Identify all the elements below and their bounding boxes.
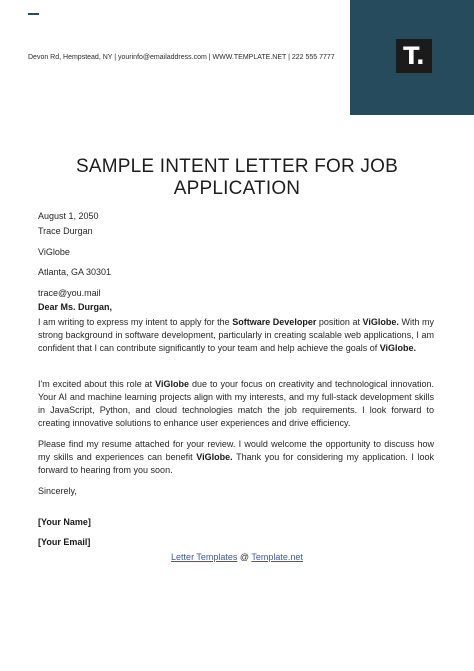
document-title: SAMPLE INTENT LETTER FOR JOB APPLICATION <box>76 156 398 199</box>
paragraph-closing: Please find my resume attached for your review. I would welcome the opportunity to discuss how my skills and experiences can benefit ViGlobe. Thank you for considering my application. I look forward to hearing from you soon. <box>38 439 434 475</box>
paragraph-intro: I am writing to express my intent to apply for the Software Developer position at ViGlobe. With my strong background in software development, particularly in creating scalable web applications, I am confident that I can contribute significantly to your team and help achieve the goals of ViGlobe. <box>38 317 435 353</box>
header-accent-bar <box>28 13 39 15</box>
signature-email: [Your Email] <box>38 537 91 547</box>
template-net-link[interactable]: Template.net <box>251 552 303 562</box>
signature-name: [Your Name] <box>38 517 91 527</box>
recipient-email: trace@you.mail <box>38 288 101 298</box>
contact-line: Devon Rd, Hempstead, NY | yourinfo@emailaddress.com | WWW.TEMPLATE.NET | 222 555 7777 <box>28 54 335 61</box>
footer-separator: @ <box>237 552 252 562</box>
closing-word: Sincerely, <box>38 486 77 496</box>
recipient-name: Trace Durgan <box>38 226 93 236</box>
footer-links <box>0 552 474 562</box>
template-logo-icon: T. <box>396 39 432 73</box>
letter-templates-link[interactable]: Letter Templates <box>171 552 238 562</box>
salutation: Dear Ms. Durgan, <box>38 302 113 312</box>
letter-date: August 1, 2050 <box>38 211 99 221</box>
recipient-address: Atlanta, GA 30301 <box>38 267 112 277</box>
recipient-company: ViGlobe <box>38 247 70 257</box>
paragraph-motivation: I'm excited about this role at ViGlobe due to your focus on creativity and technological innovation. Your AI and machine learning projects align with my interests, and my full-stack development skills in JavaScript, Python, and cloud technologies match the job requirements. I look forward to creating innovative solutions to enhance user experiences and drive efficiency. <box>38 379 434 428</box>
